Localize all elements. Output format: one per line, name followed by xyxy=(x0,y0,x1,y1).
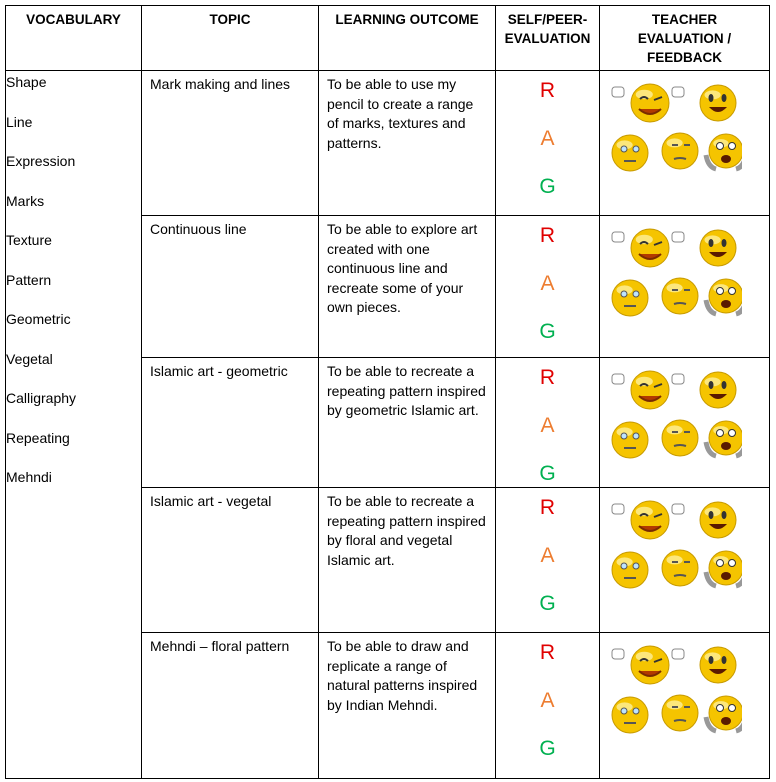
vocab-item: Shape xyxy=(6,74,47,90)
rag-cell xyxy=(496,71,600,216)
unsure-emoji-icon xyxy=(662,420,698,456)
header-self-peer-evaluation: SELF/PEER- EVALUATION xyxy=(496,6,600,71)
header-topic: TOPIC xyxy=(142,6,319,71)
rag-red[interactable]: R xyxy=(539,224,556,247)
table-row xyxy=(6,71,770,216)
evaluation-table xyxy=(5,5,770,779)
vocab-item: Mehndi xyxy=(6,469,52,485)
vocab-item: Marks xyxy=(6,192,45,209)
emoji-group xyxy=(610,366,742,466)
grin-emoji-icon xyxy=(700,502,736,538)
shocked-emoji-icon xyxy=(706,421,742,456)
shocked-emoji-icon xyxy=(706,134,742,169)
rag-red[interactable]: R xyxy=(539,641,556,664)
rag-amber[interactable]: A xyxy=(540,544,555,567)
vocab-item: Texture xyxy=(6,232,52,248)
feedback-cell xyxy=(600,216,770,358)
grin-emoji-icon xyxy=(700,647,736,683)
header-vocabulary: VOCABULARY xyxy=(6,6,142,71)
feedback-cell xyxy=(600,633,770,779)
outcome-cell: To be able to recreate a repeating pattern inspired by geometric Islamic art. xyxy=(319,358,496,488)
vocab-item: Geometric xyxy=(6,311,71,327)
unsure-emoji-icon xyxy=(662,695,698,731)
header-row xyxy=(6,6,770,71)
rag-cell xyxy=(496,633,600,779)
emoji-group xyxy=(610,79,742,179)
grin-emoji-icon xyxy=(700,372,736,408)
rag-green[interactable]: G xyxy=(539,592,556,615)
rag-red[interactable]: R xyxy=(539,496,556,519)
rag-green[interactable]: G xyxy=(539,737,556,760)
feedback-cell xyxy=(600,71,770,216)
topic-cell: Mehndi – floral pattern xyxy=(142,633,319,779)
shocked-emoji-icon xyxy=(706,279,742,314)
vocabulary-cell xyxy=(6,71,142,779)
thumbs-up-wink-emoji-icon xyxy=(612,501,684,539)
neutral-emoji-icon xyxy=(612,697,648,733)
grin-emoji-icon xyxy=(700,230,736,266)
outcome-cell: To be able to use my pencil to create a range of marks, textures and patterns. xyxy=(319,71,496,216)
topic-cell: Islamic art - geometric xyxy=(142,358,319,488)
unsure-emoji-icon xyxy=(662,133,698,169)
emoji-group xyxy=(610,641,742,741)
rag-red[interactable]: R xyxy=(539,366,556,389)
unsure-emoji-icon xyxy=(662,550,698,586)
shocked-emoji-icon xyxy=(706,551,742,586)
rag-cell xyxy=(496,216,600,358)
rag-cell xyxy=(496,358,600,488)
neutral-emoji-icon xyxy=(612,422,648,458)
rag-red[interactable]: R xyxy=(539,79,556,102)
thumbs-up-wink-emoji-icon xyxy=(612,229,684,267)
grin-emoji-icon xyxy=(700,85,736,121)
vocab-item: Line xyxy=(6,113,33,130)
thumbs-up-wink-emoji-icon xyxy=(612,84,684,122)
outcome-cell: To be able to recreate a repeating pattern inspired by floral and vegetal Islamic art. xyxy=(319,488,496,633)
rag-green[interactable]: G xyxy=(539,462,556,485)
rag-green[interactable]: G xyxy=(539,175,556,198)
thumbs-up-wink-emoji-icon xyxy=(612,371,684,409)
vocab-item: Calligraphy xyxy=(6,390,77,406)
rag-cell xyxy=(496,488,600,633)
topic-cell: Continuous line xyxy=(142,216,319,358)
emoji-group xyxy=(610,496,742,596)
vocab-item: Pattern xyxy=(6,271,52,288)
unsure-emoji-icon xyxy=(662,278,698,314)
header-teacher-feedback: TEACHER EVALUATION / FEEDBACK xyxy=(600,6,770,71)
topic-cell: Islamic art - vegetal xyxy=(142,488,319,633)
feedback-cell xyxy=(600,488,770,633)
feedback-cell xyxy=(600,358,770,488)
rag-amber[interactable]: A xyxy=(540,127,555,150)
shocked-emoji-icon xyxy=(706,696,742,731)
neutral-emoji-icon xyxy=(612,135,648,171)
vocab-item: Expression xyxy=(6,153,76,169)
outcome-cell: To be able to explore art created with one continuous line and recreate some of your own pieces. xyxy=(319,216,496,358)
rag-amber[interactable]: A xyxy=(540,689,555,712)
emoji-group xyxy=(610,224,742,324)
rag-green[interactable]: G xyxy=(539,320,556,343)
thumbs-up-wink-emoji-icon xyxy=(612,646,684,684)
vocab-item: Repeating xyxy=(6,429,70,446)
header-learning-outcome: LEARNING OUTCOME xyxy=(319,6,496,71)
vocab-item: Vegetal xyxy=(6,350,53,367)
neutral-emoji-icon xyxy=(612,280,648,316)
rag-amber[interactable]: A xyxy=(540,414,555,437)
outcome-cell: To be able to draw and replicate a range of natural patterns inspired by Indian Mehndi. xyxy=(319,633,496,779)
rag-amber[interactable]: A xyxy=(540,272,555,295)
neutral-emoji-icon xyxy=(612,552,648,588)
vocabulary-list xyxy=(6,71,141,508)
topic-cell: Mark making and lines xyxy=(142,71,319,216)
